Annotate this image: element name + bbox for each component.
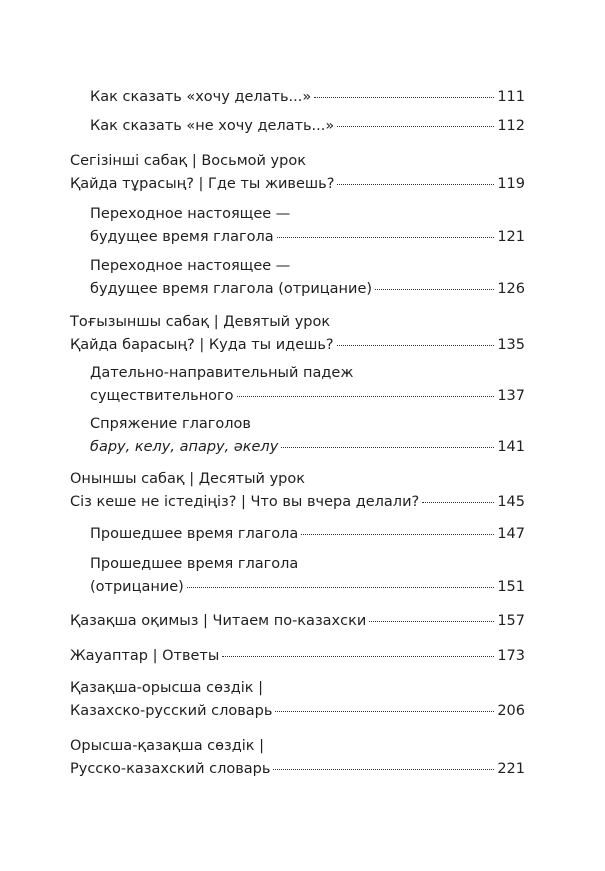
toc-entry[interactable] [90,436,525,458]
toc-subentry-heading [90,553,525,575]
toc-entry[interactable] [70,610,525,632]
dot-leader [237,396,495,397]
lesson-title: Тоғызыншы сабақ | Девятый урок [70,314,331,330]
toc-subentry-heading [90,362,525,384]
toc-page-number: 119 [497,176,525,192]
toc-entry[interactable] [70,173,525,195]
toc-entry[interactable] [70,700,525,722]
dot-leader [314,97,494,98]
toc-entry-title: Как сказать «хочу делать...» [90,89,312,105]
toc-entry[interactable] [70,491,525,513]
toc-entry[interactable] [90,385,525,407]
toc-page-number: 112 [497,118,525,134]
toc-entry[interactable] [70,758,525,780]
toc-entry[interactable] [90,226,525,248]
dictionary-title-line1: Орысша-қазақша сөздік | [70,738,265,754]
toc-entry[interactable] [90,576,525,598]
toc-page-number: 137 [497,388,525,404]
dot-leader [281,447,494,448]
dot-leader [275,711,494,712]
toc-entry-title: Как сказать «не хочу делать...» [90,118,335,134]
dot-leader [337,126,494,127]
toc-page-number: 206 [497,703,525,719]
toc-entry-title: Жауаптар | Ответы [70,648,220,664]
lesson-title: Сегізінші сабақ | Восьмой урок [70,153,306,169]
subentry-title-line1: Прошедшее время глагола [90,556,299,572]
dictionary-title-line1: Қазақша-орысша сөздік | [70,680,264,696]
toc-page-number: 121 [497,229,525,245]
dot-leader [222,656,494,657]
toc-page-number: 145 [497,494,525,510]
toc-entry-title: будущее время глагола [90,229,274,245]
toc-entry-title: Русско-казахский словарь [70,761,271,777]
toc-entry-title: Қайда барасың? | Куда ты идешь? [70,337,334,353]
toc-page-number: 111 [497,89,525,105]
toc-subentry-heading [70,677,525,699]
dot-leader [375,289,494,290]
subentry-title-line1: Переходное настоящее — [90,206,291,222]
dot-leader [422,502,494,503]
toc-page-number: 157 [497,613,525,629]
toc-entry-title: Қазақша оқимыз | Читаем по-казахски [70,613,367,629]
toc-subentry-heading [90,203,525,225]
toc-entry-title: Сіз кеше не істедіңіз? | Что вы вчера делали? [70,494,420,510]
toc-page-number: 173 [497,648,525,664]
toc-page-number: 141 [497,439,525,455]
toc-page-number: 135 [497,337,525,353]
toc-page-number: 126 [497,281,525,297]
toc-entry-title: Қайда тұрасың? | Где ты живешь? [70,176,335,192]
toc-subentry-heading [70,735,525,757]
dot-leader [277,237,495,238]
toc-page-number: 151 [497,579,525,595]
toc-lesson-heading [70,150,525,172]
toc-entry-title: существительного [90,388,234,404]
toc-entry-title: Прошедшее время глагола [90,526,299,542]
toc-lesson-heading [70,468,525,490]
toc-entry[interactable] [70,645,525,667]
toc-entry-title: будущее время глагола (отрицание) [90,281,373,297]
toc-entry-title: Казахско-русский словарь [70,703,273,719]
toc-entry-title: бару, келу, апару, әкелу [90,439,279,455]
toc-entry[interactable] [90,523,525,545]
toc-page-number: 221 [497,761,525,777]
toc-entry[interactable] [70,334,525,356]
dot-leader [337,345,495,346]
dot-leader [273,769,494,770]
dot-leader [369,621,494,622]
toc-subentry-heading [90,255,525,277]
toc-entry[interactable] [90,86,525,108]
toc-entry-title: (отрицание) [90,579,184,595]
toc-lesson-heading [70,311,525,333]
dot-leader [187,587,494,588]
toc-entry[interactable] [90,115,525,137]
toc-page-number: 147 [497,526,525,542]
subentry-title-line1: Переходное настоящее — [90,258,291,274]
lesson-title: Оныншы сабақ | Десятый урок [70,471,305,487]
toc-subentry-heading [90,413,525,435]
subentry-title-line1: Спряжение глаголов [90,416,251,432]
subentry-title-line1: Дательно-направительный падеж [90,365,354,381]
toc-entry[interactable] [90,278,525,300]
dot-leader [301,534,494,535]
dot-leader [337,184,494,185]
